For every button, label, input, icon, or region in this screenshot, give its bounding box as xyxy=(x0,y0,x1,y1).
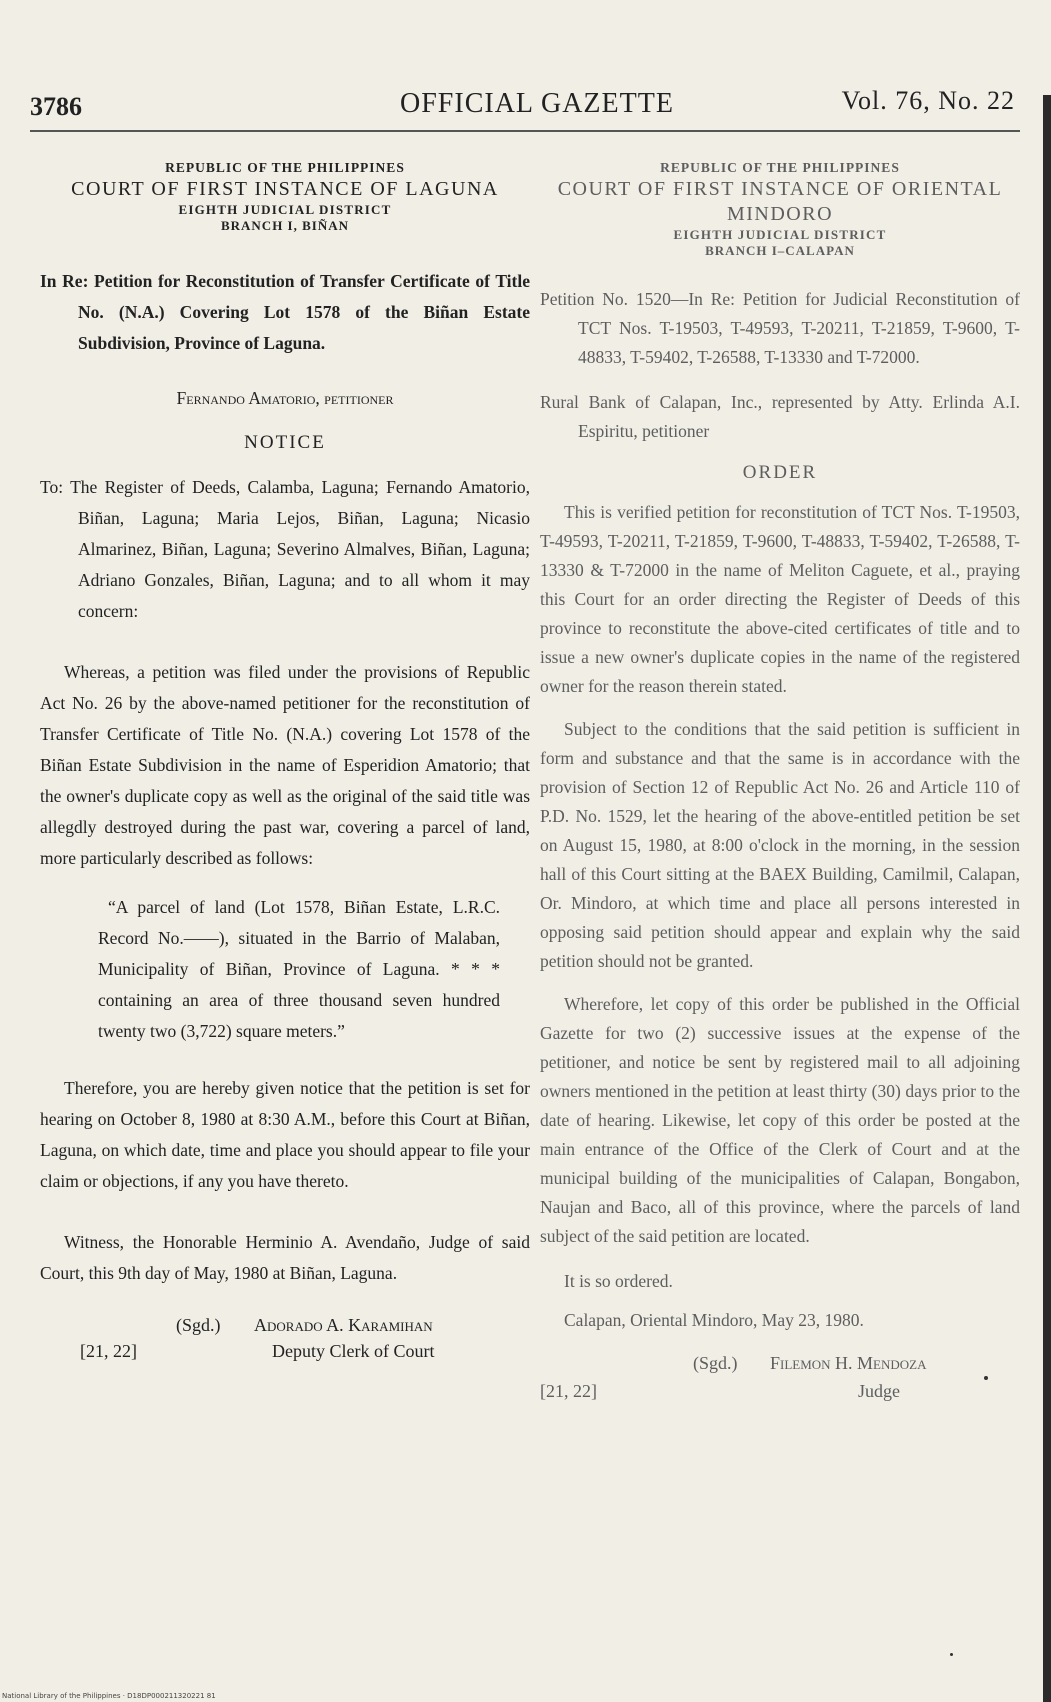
signature-block xyxy=(540,1345,1020,1415)
issue-reference: [21, 22] xyxy=(80,1341,137,1362)
issue-reference: [21, 22] xyxy=(540,1381,597,1402)
publication-title: OFFICIAL GAZETTE xyxy=(400,88,674,119)
court-branch: BRANCH I–CALAPAN xyxy=(705,243,855,259)
court-branch: BRANCH I, BIÑAN xyxy=(220,218,350,234)
signatory-name: Adorado A. Karamihan xyxy=(254,1315,433,1336)
order-heading: ORDER xyxy=(742,462,818,484)
so-ordered-line: It is so ordered. xyxy=(564,1271,673,1292)
court-heading xyxy=(40,160,530,234)
ink-speck xyxy=(984,1376,988,1380)
signed-mark: (Sgd.) xyxy=(693,1353,738,1374)
signatory-role: Deputy Clerk of Court xyxy=(272,1341,435,1362)
petitioner-line: Fernando Amatorio, petitioner xyxy=(176,388,394,409)
page-header xyxy=(30,84,1015,134)
court-name: COURT OF FIRST INSTANCE OF ORIENTAL MINDORO xyxy=(557,177,1003,225)
land-description-quote: “A parcel of land (Lot 1578, Biñan Estate, L.R.C. Record No.——), situated in the Barrio of Malaban, Municipality of Biñan, Province of Laguna. * * * containing an area of three thousand seven hundred twenty two (3,722) square meters.” xyxy=(98,897,500,1042)
notice-heading: NOTICE xyxy=(244,432,326,454)
petitioner-line: Rural Bank of Calapan, Inc., represented by Atty. Erlinda A.I. Espiritu, petitioner xyxy=(540,392,1020,442)
left-column-notice xyxy=(40,160,530,1385)
ink-speck xyxy=(950,1653,953,1656)
order-paragraph-2: Subject to the conditions that the said petition is sufficient in form and substance and that the same is in accordance with the provision of Section 12 of Republic Act No. 26 and Article 110 of P.D. No. 1529, let the hearing of the above-entitled petition be set on August 15, 1980, at 8:00 o'clock in the morning, in the session hall of this Court sitting at the BAEX Building, Camilmil, Calapan, Or. Mindoro, at which time and place all persons interested in opposing said petition should appear and explain why the said petition should not be granted. xyxy=(540,719,1020,972)
signature-block xyxy=(40,1315,530,1385)
place-date-line: Calapan, Oriental Mindoro, May 23, 1980. xyxy=(564,1310,864,1331)
case-re-paragraph: In Re: Petition for Reconstitution of Transfer Certificate of Title No. (N.A.) Covering Lot 1578 of the Biñan Estate Subdivision, Province of Laguna. xyxy=(40,271,530,354)
scan-footer: National Library of the Philippines · D18DP000211320221 81 xyxy=(2,1692,216,1700)
signatory-name: Filemon H. Mendoza xyxy=(770,1353,927,1374)
judicial-district: EIGHTH JUDICIAL DISTRICT xyxy=(178,201,392,217)
judicial-district: EIGHTH JUDICIAL DISTRICT xyxy=(673,226,887,242)
petition-paragraph: Petition No. 1520—In Re: Petition for Judicial Reconstitution of TCT Nos. T-19503, T-49593, T-20211, T-21859, T-9600, T-48833, T-59402, T-26588, T-13330 and T-72000. xyxy=(540,289,1020,368)
signed-mark: (Sgd.) xyxy=(176,1315,221,1336)
therefore-paragraph: Therefore, you are hereby given notice that the petition is set for hearing on October 8, 1980 at 8:30 A.M., before this Court at Biñan, Laguna, on which date, time and place you should appear to file your claim or objections, if any you have thereto. xyxy=(40,1078,530,1192)
order-paragraph-3: Wherefore, let copy of this order be published in the Official Gazette for two (2) successive issues at the expense of the petitioner, and notice be sent by registered mail to all adjoining owners mentioned in the petition at least thirty (30) days prior to the date of hearing. Likewise, let copy of this order be posted at the main entrance of the Office of the Clerk of Court and at the municipal building of the municipalities of Calapan, Bongabon, Naujan and Baco, all of this province, where the parcels of land subject of the said petition are located. xyxy=(540,994,1020,1247)
header-rule xyxy=(30,130,1020,132)
witness-paragraph: Witness, the Honorable Herminio A. Avendaño, Judge of said Court, this 9th day of May, 1980 at Biñan, Laguna. xyxy=(40,1232,530,1284)
order-paragraph-1: This is verified petition for reconstitution of TCT Nos. T-19503, T-49593, T-20211, T-21859, T-9600, T-48833, T-59402, T-26588, T-13330 & T-72000 in the name of Meliton Caguete, et al., praying this Court for an order directing the Register of Deeds of this province to reconstitute the above-cited certificates of title and to issue a new owner's duplicate copies in the name of the registered owner for the reason therein stated. xyxy=(540,502,1020,697)
republic-line: REPUBLIC OF THE PHILIPPINES xyxy=(660,160,900,175)
whereas-paragraph: Whereas, a petition was filed under the provisions of Republic Act No. 26 by the above-named petitioner for the reconstitution of Transfer Certificate of Title No. (N.A.) covering Lot 1578 of the Biñan Estate Subdivision in the name of Esperidion Amatorio; that the owner's duplicate copy as well as the original of the said title was allegdly destroyed during the past war, covering a parcel of land, more particularly described as follows: xyxy=(40,662,530,869)
right-column-order xyxy=(540,160,1020,1415)
court-name: COURT OF FIRST INSTANCE OF LAGUNA xyxy=(71,177,499,200)
republic-line: REPUBLIC OF THE PHILIPPINES xyxy=(165,160,405,175)
page-number: 3786 xyxy=(30,92,82,121)
signatory-role: Judge xyxy=(858,1381,900,1402)
volume-number: Vol. 76, No. 22 xyxy=(841,86,1015,115)
addressee-paragraph: To: The Register of Deeds, Calamba, Laguna; Fernando Amatorio, Biñan, Laguna; Maria Lejos, Biñan, Laguna; Nicasio Almarinez, Biñan, Laguna; Severino Almalves, Biñan, Laguna; Adriano Gonzales, Biñan, Laguna; and to all whom it may concern: xyxy=(40,477,530,622)
page-edge-shadow xyxy=(1043,95,1051,1702)
court-heading xyxy=(540,160,1020,259)
